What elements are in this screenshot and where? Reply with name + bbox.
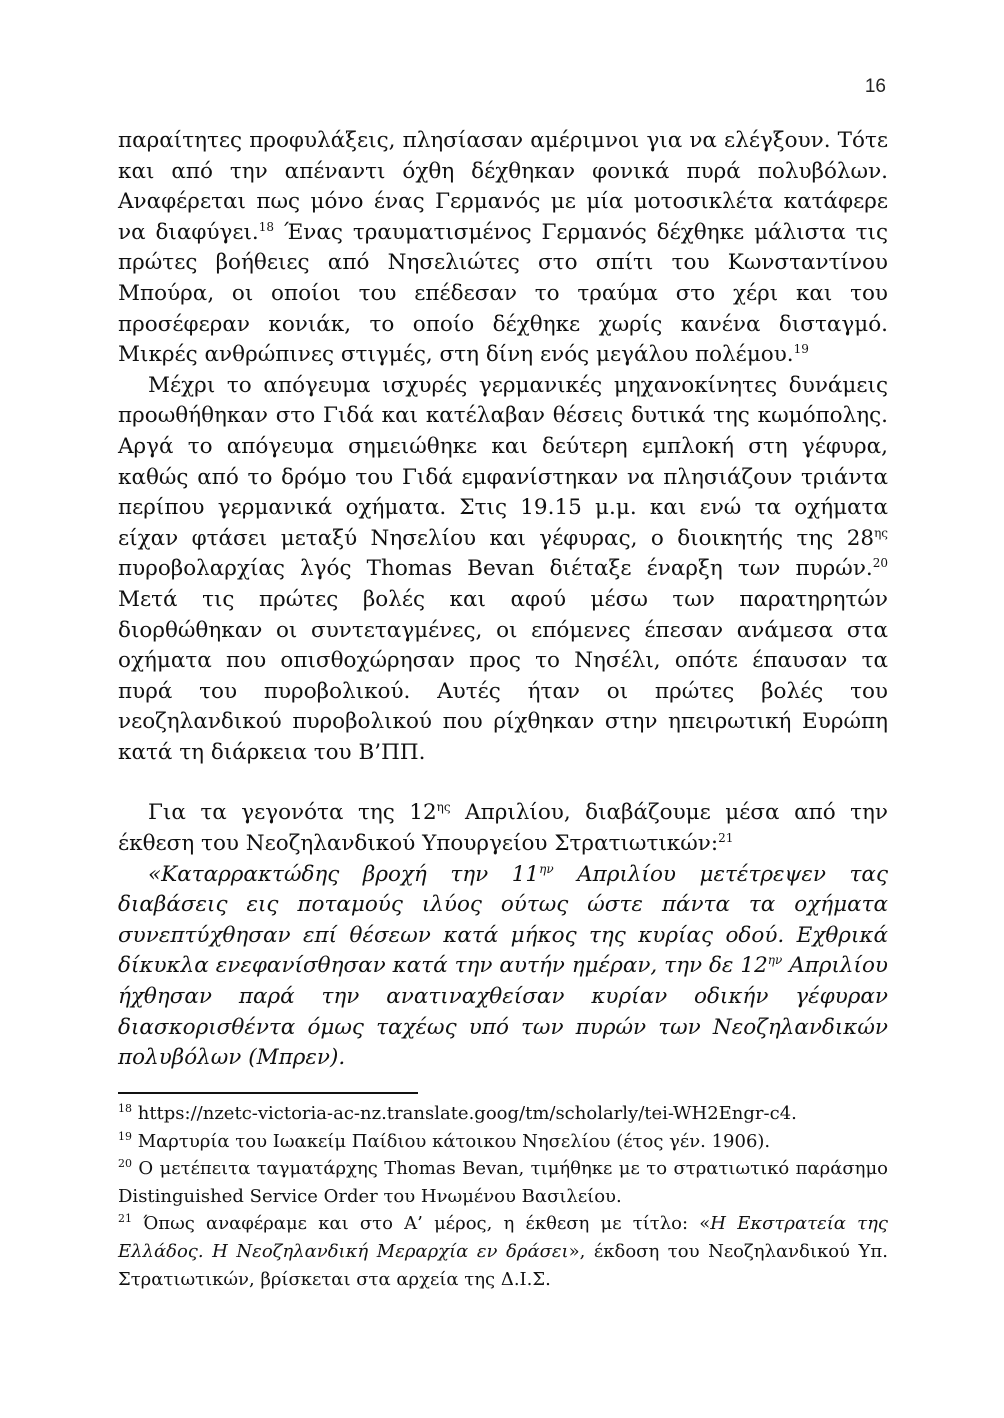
paragraph-2: Μέχρι το απόγευμα ισχυρές γερμανικές μηχανοκίνητες δυνάμεις προωθήθηκαν στο Γιδά και κατέλαβαν θέσεις δυτικά της κωμόπολης. Αργά το απόγευμα σημειώθηκε και δεύτερη εμπλοκή στη γέφυρα, καθώς από το δρόμο του Γιδά εμφανίστηκαν να πλησιάζουν τριάντα περίπου γερμανικά οχήματα. Στις 19.15 μ.μ. και ενώ τα οχήματα είχαν φτάσει μεταξύ Νησελίου και γέφυρας, ο διοικητής της $28^{\eta\varsigma}$ πυροβολαρχίας λγός Thomas Bevan διέταξε έναρξη των πυρών.$^{20}$ Μετά τις πρώτες βολές και αφού μέσω των παρατηρητών διορθώθηκαν οι συντεταγμένες, οι επόμενες έπεσαν ανάμεσα στα οχήματα που οπισθοχώρησαν προς το Νησέλι, οπότε έπαυσαν τα πυρά του πυροβολικού. Αυτές ήταν οι πρώτες βολές του νεοζηλανδικού πυροβολικού που ρίχθηκαν στην ηπειρωτική Ευρώπη κατά τη διάρκεια του Β’ΠΠ. [118, 372, 888, 765]
footnote-20: $^{20}$ Ο μετέπειτα ταγματάρχης Thomas Bevan, τιμήθηκε με το στρατιωτικό παράσημο Distinguished Service Order του Ηνωμένου Βασιλείου. [118, 1157, 888, 1207]
paragraph-1: παραίτητες προφυλάξεις, πλησίασαν αμέριμνοι για να ελέγξουν. Τότε και από την απέναντι όχθη δέχθηκαν φονικά πυρά πολυβόλων. Αναφέρεται πως μόνο ένας Γερμανός με μία μοτοσικλέτα κατάφερε να διαφύγει.$^{18}$ Ένας τραυματισμένος Γερμανός δέχθηκε μάλιστα τις πρώτες βοήθειες από Νησελιώτες στο σπίτι του Κωνσταντίνου Μπούρα, οι οποίοι του επέδεσαν το τραύμα στο χέρι και του προσέφεραν κονιάκ, το οποίο δέχθηκε χωρίς κανένα δισταγμό. Μικρές ανθρώπινες στιγμές, στη δίνη ενός μεγάλου πολέμου.$^{19}$ [118, 128, 888, 368]
paragraph-3: Για τα γεγονότα της $12^{\eta\varsigma}$ Απριλίου, διαβάζουμε μέσα από την έκθεση του Νεοζηλανδικού Υπουργείου Στρατιωτικών:$^{21}$ [118, 800, 888, 857]
footnote-link[interactable]: https://nzetc-victoria-ac-nz.translate.goog/tm/scholarly/tei-WH2Engr-c4. [132, 1103, 797, 1124]
footnote-ref-18[interactable]: 18 [258, 219, 275, 234]
footnote-19: $^{19}$ Μαρτυρία του Ιωακείμ Παίδιου κάτοικου Νησελίου (έτος γέν. 1906). [118, 1129, 771, 1152]
main-text [118, 126, 888, 1074]
ordinal-suffix: ης [436, 800, 451, 815]
quote-paragraph: «Καταρρακτώδης βροχή την $11^{\eta\nu}$ Απριλίου μετέτρεψεν τας διαβάσεις εις ποταμούς ιλύος ούτως ώστε πάντα τα οχήματα συνεπτύχθησαν επί θέσεων κατά μήκος της κυρίας οδού. Εχθρικά δίκυκλα ενεφανίσθησαν κατά την αυτήν ημέραν, την δε $12^{\eta\nu}$ Απριλίου ήχθησαν παρά την ανατιναχθείσαν κυρίαν οδικήν γέφυραν διασκορισθέντα όμως ταχέως υπό των πυρών των Νεοζηλανδικών πολυβόλων (Μπρεν). [118, 861, 888, 1071]
footnote-separator [118, 1092, 418, 1094]
footnote-18: $^{18}$ https://nzetc-victoria-ac-nz.translate.goog/tm/scholarly/tei-WH2Engr-c4. [118, 1102, 797, 1124]
ordinal-suffix: ην [767, 953, 783, 968]
ordinal-suffix: ης [874, 525, 888, 540]
footnote-ref-20[interactable]: 20 [872, 556, 888, 571]
page-number: 16 [864, 76, 886, 97]
footnote-ref-21[interactable]: 21 [718, 830, 734, 845]
report-title: Η Εκστρατεία της Ελλάδος. Η Νεοζηλανδική Μεραρχία εν δράσει [118, 1213, 888, 1262]
ordinal-suffix: ην [539, 861, 554, 876]
footnote-ref-19[interactable]: 19 [793, 342, 809, 356]
footnote-21: $^{21}$ Όπως αναφέραμε και στο Α’ μέρος, η έκθεση με τίτλο: «Η Εκστρατεία της Ελλάδος. Η Νεοζηλανδική Μεραρχία εν δράσει», έκδοση του Νεοζηλανδικού Υπ. Στρατιωτικών, βρίσκεται στα αρχεία της Δ.Ι.Σ. [118, 1212, 888, 1290]
footnotes [118, 1100, 888, 1293]
